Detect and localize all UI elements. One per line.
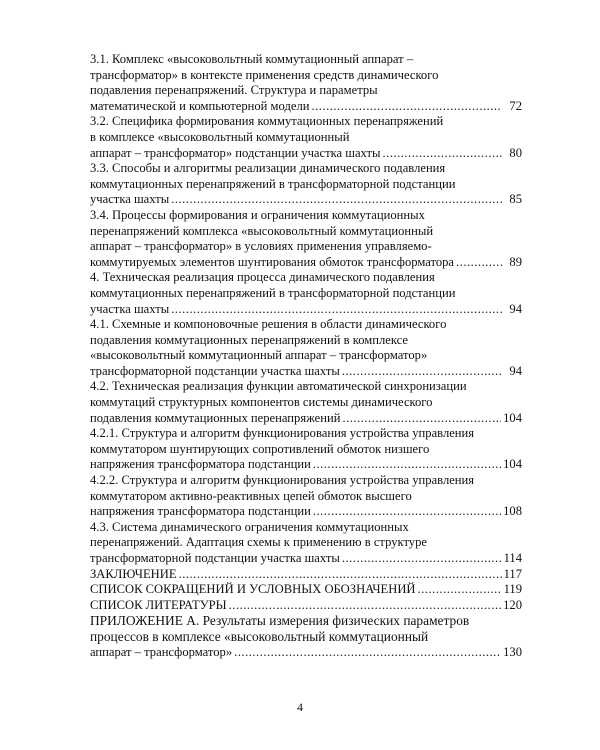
toc-entry-line: 4.1. Схемные и компоновочные решения в области динамического (90, 317, 447, 332)
toc-entry-3-3[interactable] (90, 161, 522, 208)
toc-entry-text: трансформаторной подстанции участка шахты (90, 363, 340, 378)
toc-entry-line: 4.2. Техническая реализация функции автоматической синхронизации (90, 379, 467, 394)
toc-page-number: 108 (503, 504, 522, 519)
toc-entry-line: подавления перенапряжений. Структура и параметры (90, 83, 378, 98)
dot-leader (342, 364, 502, 380)
toc-entry-last-line (90, 582, 522, 598)
toc-page-number: 80 (509, 145, 522, 160)
dot-leader (234, 645, 501, 661)
toc-entry-last-line (90, 457, 522, 473)
dot-leader (313, 457, 501, 473)
toc-page-number: 119 (503, 582, 522, 597)
toc-entry-3-1[interactable] (90, 52, 522, 114)
toc-entry-text: подавления коммутационных перенапряжений (90, 410, 341, 425)
toc-entry-last-line (90, 598, 522, 614)
toc-entry-4-1[interactable] (90, 317, 522, 379)
toc-page-number: 94 (509, 301, 522, 316)
toc-entry-appendix-a[interactable] (90, 613, 522, 660)
toc-entry-line: «высоковольтный коммутационный аппарат – трансформатор» (90, 348, 428, 363)
toc-entry-text: коммутируемых элементов шунтирования обмоток трансформатора (90, 254, 455, 269)
toc-entry-abbreviations[interactable] (90, 582, 522, 598)
toc-entry-last-line (90, 192, 522, 208)
toc-page-number: 104 (503, 410, 522, 425)
toc-entry-line: в комплексе «высоковольтный коммутационный (90, 129, 350, 144)
toc-page-number: 85 (509, 192, 522, 207)
toc-entry-references[interactable] (90, 598, 522, 614)
toc-entry-text: трансформаторной подстанции участка шахты (90, 551, 340, 565)
toc-page-number: 94 (509, 363, 522, 378)
toc-entry-last-line (90, 302, 522, 318)
toc-entry-text: СПИСОК СОКРАЩЕНИЙ И УСЛОВНЫХ ОБОЗНАЧЕНИЙ (90, 582, 416, 597)
dot-leader (313, 504, 501, 520)
toc-entry-3-4[interactable] (90, 208, 522, 270)
toc-entry-last-line (90, 551, 522, 567)
toc-entry-text: участка шахты (90, 301, 170, 316)
toc-entry-text: напряжения трансформатора подстанции (90, 457, 311, 472)
dot-leader (171, 192, 502, 208)
toc-entry-text: ЗАКЛЮЧЕНИЕ (90, 566, 177, 581)
dot-leader (342, 411, 501, 427)
toc-entry-line: 3.3. Способы и алгоритмы реализации динамического подавления (90, 161, 446, 176)
toc-entry-line: перенапряжений комплекса «высоковольтный коммутационный (90, 223, 434, 238)
toc-entry-last-line (90, 255, 522, 271)
toc-entry-line: 4.2.2. Структура и алгоритм функционирования устройства управления (90, 473, 475, 488)
toc-entry-line: ПРИЛОЖЕНИЕ А. Результаты измерения физических параметров (90, 613, 470, 629)
toc-entry-text: аппарат – трансформатор» (90, 644, 233, 659)
toc-entry-4-2-2[interactable] (90, 473, 522, 520)
toc-entry-last-line (90, 567, 522, 583)
dot-leader (171, 302, 502, 318)
toc-entry-line: перенапряжений. Адаптация схемы к применению в структуре (90, 535, 427, 550)
toc-page-number: 114 (503, 551, 522, 565)
dot-leader (229, 598, 501, 614)
toc-entry-last-line (90, 146, 522, 162)
toc-entry-text: математической и компьютерной модели (90, 98, 310, 113)
toc-entry-line: коммутационных перенапряжений в трансформаторной подстанции (90, 285, 456, 300)
dot-leader (342, 551, 502, 567)
page-number: 4 (297, 700, 303, 714)
toc-entry-last-line (90, 364, 522, 380)
toc-entry-line: 4. Техническая реализация процесса динамического подавления (90, 270, 435, 285)
toc-entry-line: 4.3. Система динамического ограничения коммутационных (90, 519, 409, 534)
dot-leader (179, 567, 502, 583)
toc-entry-4-2-1[interactable] (90, 426, 522, 473)
toc-entry-3-2[interactable] (90, 114, 522, 161)
toc-page-number: 89 (509, 254, 522, 269)
toc-entry-last-line (90, 411, 522, 427)
toc-entry-4-3[interactable] (90, 520, 522, 567)
toc-entry-line: коммутатором шунтирующих сопротивлений обмоток низшего (90, 441, 430, 456)
toc-page-number: 117 (503, 566, 522, 581)
toc-entry-line: 3.4. Процессы формирования и ограничения коммутационных (90, 207, 425, 222)
toc-entry-line: коммутаций структурных компонентов системы динамического (90, 395, 433, 410)
toc-page-number: 120 (503, 597, 522, 612)
dot-leader (418, 582, 502, 598)
toc-entry-4[interactable] (90, 270, 522, 317)
toc-page-number: 72 (509, 98, 522, 113)
toc-entry-line: 4.2.1. Структура и алгоритм функционирования устройства управления (90, 426, 475, 441)
toc-entry-4-2[interactable] (90, 379, 522, 426)
toc-entry-line: коммутационных перенапряжений в трансформаторной подстанции (90, 176, 456, 191)
toc-entry-line: трансформатор» в контексте применения средств динамического (90, 67, 439, 82)
toc-entry-last-line (90, 645, 522, 661)
table-of-contents (90, 52, 522, 660)
toc-entry-line: аппарат – трансформатор» в условиях применения управляемо- (90, 239, 432, 254)
toc-page-number: 130 (503, 644, 522, 659)
toc-entry-text: напряжения трансформатора подстанции (90, 504, 311, 519)
toc-entry-line: подавления коммутационных перенапряжений в комплексе (90, 332, 408, 347)
dot-leader (456, 255, 502, 271)
toc-entry-last-line (90, 504, 522, 520)
toc-entry-last-line (90, 99, 522, 115)
dot-leader (311, 99, 502, 115)
toc-entry-text: СПИСОК ЛИТЕРАТУРЫ (90, 597, 227, 612)
toc-entry-line: 3.2. Специфика формирования коммутационных перенапряжений (90, 114, 444, 129)
toc-entry-line: процессов в комплексе «высоковольтный коммутационный (90, 628, 429, 644)
toc-entry-line: коммутатором активно-реактивных цепей обмоток высшего (90, 488, 412, 503)
toc-entry-text: аппарат – трансформатор» подстанции участка шахты (90, 145, 381, 160)
toc-entry-text: участка шахты (90, 192, 170, 207)
toc-page-number: 104 (503, 457, 522, 472)
dot-leader (383, 146, 502, 162)
toc-entry-conclusion[interactable] (90, 567, 522, 583)
toc-entry-line: 3.1. Комплекс «высоковольтный коммутационный аппарат – (90, 52, 414, 66)
